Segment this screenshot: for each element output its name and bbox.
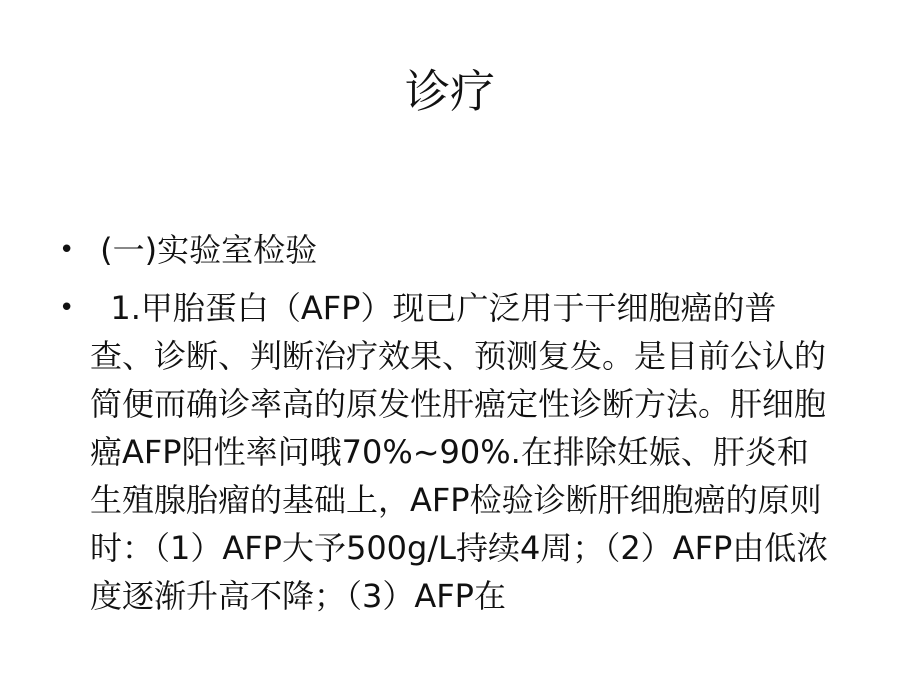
bullet-item-afp [0, 284, 900, 620]
bullet-text: 1.甲胎蛋白（AFP）现已广泛用于干细胞癌的普查、诊断、判断治疗效果、预测复发。是目前公认的简便而确诊率高的原发性肝癌定性诊断方法。肝细胞癌AFP阳性率问哦70%~90%.在排除妊娠、肝炎和生殖腺胎瘤的基础上，AFP检验诊断肝细胞癌的原则时：（1）AFP大予500g/L持续4周；（2）AFP由低浓度逐渐升高不降；（3）AFP在 [90, 289, 829, 615]
bullet-text: (一)实验室检验 [90, 231, 318, 269]
bullet-list [0, 226, 900, 620]
bullet-marker: • [59, 293, 75, 323]
slide-title: 诊疗 [404, 65, 495, 118]
bullet-marker: • [59, 235, 75, 265]
bullet-item-lab-tests [0, 226, 900, 274]
